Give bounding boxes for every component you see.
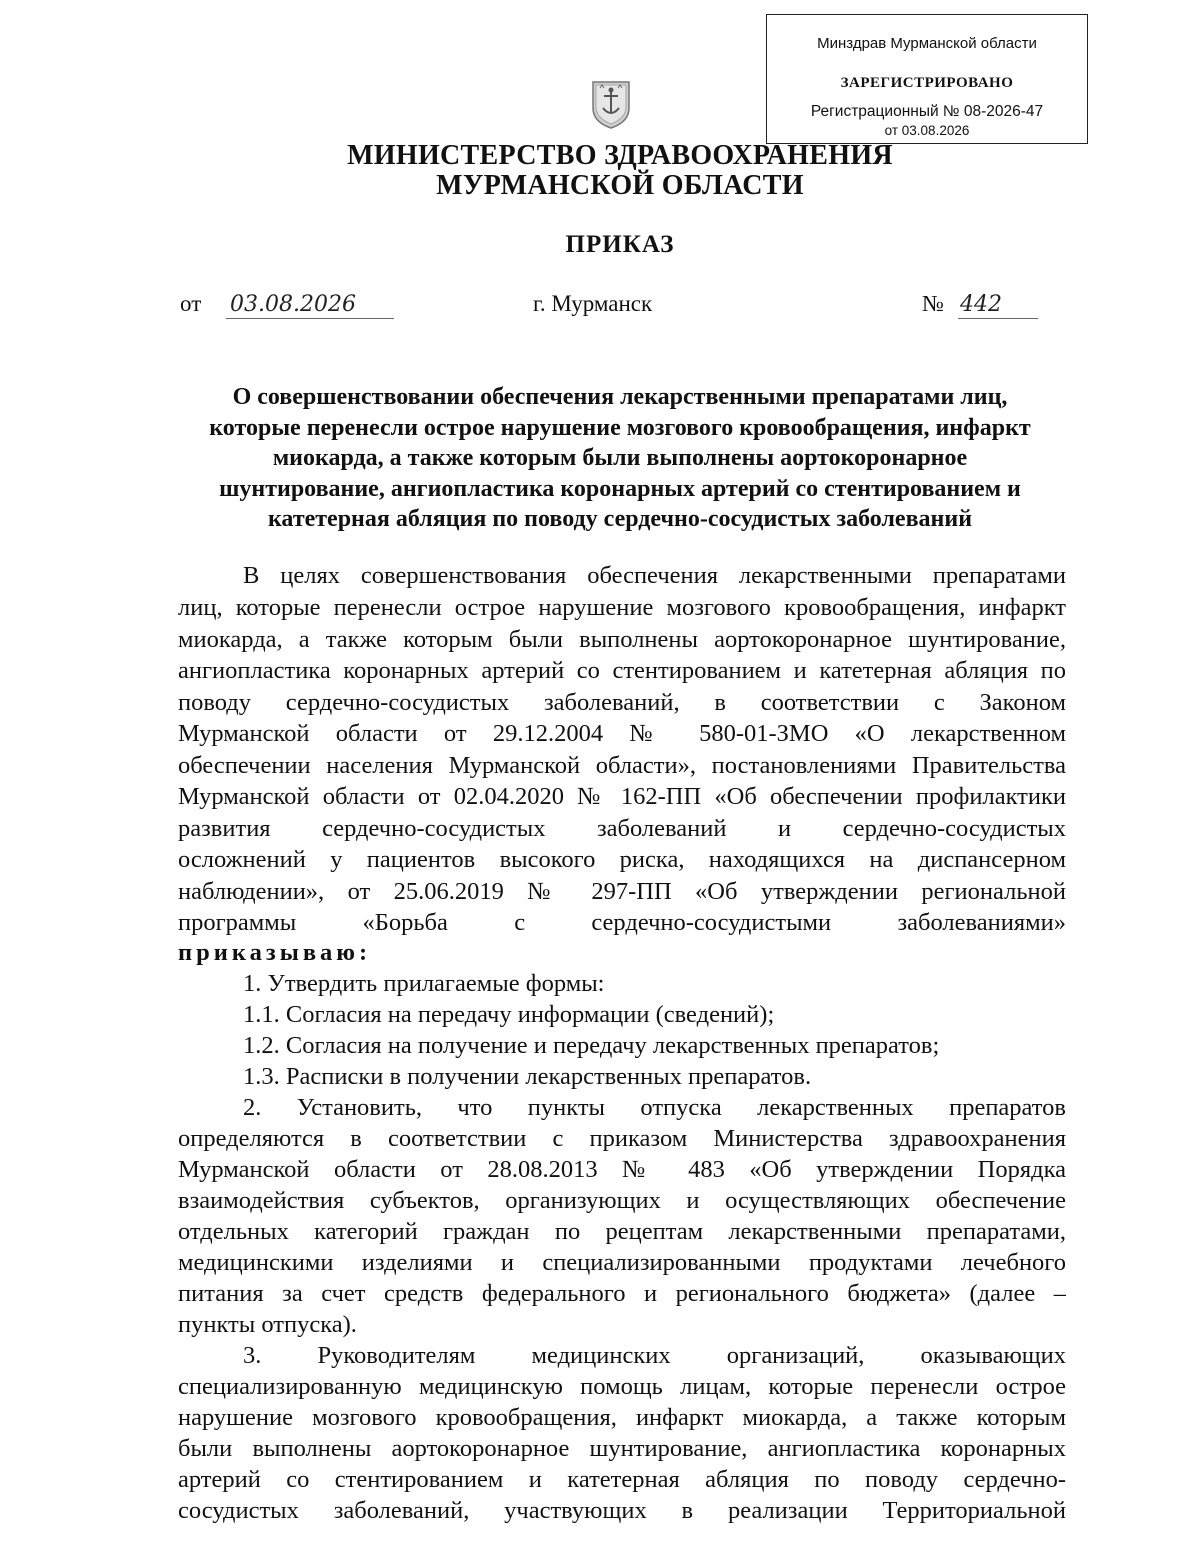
body-line: поводу сердечно-сосудистых заболеваний, в соответствии с Законом: [178, 689, 1066, 716]
body-line: программы «Борьба с сердечно-сосудистыми заболеваниями»: [178, 909, 1066, 936]
body-line: 3. Руководителям медицинских организаций, оказывающих: [243, 1342, 1066, 1369]
body-line: обеспечении населения Мурманской области», постановлениями Правительства: [178, 752, 1066, 779]
body-line: пункты отпуска).: [178, 1311, 357, 1338]
coat-of-arms-icon: [590, 78, 632, 130]
body-line: артерий со стентированием и катетерная абляция по поводу сердечно-: [178, 1466, 1066, 1493]
body-line: 1.3. Расписки в получении лекарственных препаратов.: [243, 1063, 812, 1090]
subject-line: миокарда, а также которым были выполнены аортокоронарное: [272, 445, 968, 471]
order-command: приказываю:: [178, 939, 372, 966]
city: г. Мурманск: [533, 291, 653, 316]
document-type: ПРИКАЗ: [565, 231, 675, 258]
body-line: Мурманской области от 28.08.2013 № 483 «Об утверждении Порядка: [178, 1156, 1066, 1183]
body-line: сосудистых заболеваний, участвующих в реализации Территориальной: [178, 1497, 1066, 1524]
ministry-name-line-2: МУРМАНСКОЙ ОБЛАСТИ: [436, 170, 804, 201]
body-line: развития сердечно-сосудистых заболеваний и сердечно-сосудистых: [178, 815, 1066, 842]
body-line: наблюдении», от 25.06.2019 № 297-ПП «Об утверждении региональной: [178, 878, 1066, 905]
body-line: Мурманской области от 29.12.2004 № 580-01-ЗМО «О лекарственном: [178, 720, 1066, 747]
date-underline: [226, 318, 394, 319]
subject-line: шунтирование, ангиопластика коронарных артерий со стентированием и: [219, 475, 1021, 502]
body-line: определяются в соответствии с приказом Министерства здравоохранения: [178, 1125, 1066, 1152]
ministry-name-line-1: МИНИСТЕРСТВО ЗДРАВООХРАНЕНИЯ: [347, 140, 893, 171]
body-line: были выполнены аортокоронарное шунтирование, ангиопластика коронарных: [178, 1435, 1066, 1462]
body-line: 1.2. Согласия на получение и передачу лекарственных препаратов;: [243, 1032, 940, 1059]
handwritten-number: 442: [960, 292, 1002, 317]
body-line: взаимодействия субъектов, организующих и осуществляющих обеспечение: [178, 1187, 1066, 1214]
body-line: нарушение мозгового кровообращения, инфаркт миокарда, а также которым: [178, 1404, 1066, 1431]
number-underline: [958, 318, 1038, 319]
body-line: осложнений у пациентов высокого риска, находящихся на диспансерном: [178, 846, 1066, 873]
number-label: №: [922, 291, 944, 316]
body-line: питания за счет средств федерального и регионального бюджета» (далее –: [178, 1280, 1066, 1307]
stamp-reg-date: от 03.08.2026: [884, 123, 970, 138]
stamp-org: Минздрав Мурманской области: [817, 35, 1037, 52]
body-line: отдельных категорий граждан по рецептам лекарственными препаратами,: [178, 1218, 1066, 1245]
body-line: медицинскими изделиями и специализированными продуктами лечебного: [178, 1249, 1066, 1276]
registration-stamp: [766, 14, 1088, 144]
body-line: Мурманской области от 02.04.2020 № 162-ПП «Об обеспечении профилактики: [178, 783, 1066, 810]
body-line: 1. Утвердить прилагаемые формы:: [243, 970, 605, 997]
handwritten-date: 03.08.2026: [230, 292, 356, 317]
date-label: от: [180, 291, 202, 316]
subject-line: которые перенесли острое нарушение мозгового кровообращения, инфаркт: [209, 414, 1031, 441]
body-line: специализированную медицинскую помощь лицам, которые перенесли острое: [178, 1373, 1066, 1400]
body-line: В целях совершенствования обеспечения лекарственными препаратами: [243, 562, 1066, 589]
body-line: лиц, которые перенесли острое нарушение мозгового кровообращения, инфаркт: [178, 594, 1066, 621]
order-subject: [170, 382, 1070, 535]
body-line: ангиопластика коронарных артерий со стентированием и катетерная абляция по: [178, 657, 1066, 684]
subject-line: О совершенствовании обеспечения лекарственными препаратами лиц,: [232, 384, 1008, 410]
body-line: миокарда, а также которым были выполнены аортокоронарное шунтирование,: [178, 626, 1066, 653]
body-line: 1.1. Согласия на передачу информации (сведений);: [243, 1001, 775, 1028]
stamp-status: ЗАРЕГИСТРИРОВАНО: [840, 75, 1014, 91]
body-line: 2. Установить, что пункты отпуска лекарственных препаратов: [243, 1094, 1066, 1121]
subject-line: катетерная абляция по поводу сердечно-сосудистых заболеваний: [267, 506, 973, 532]
stamp-reg-number: Регистрационный № 08-2026-47: [810, 103, 1044, 120]
